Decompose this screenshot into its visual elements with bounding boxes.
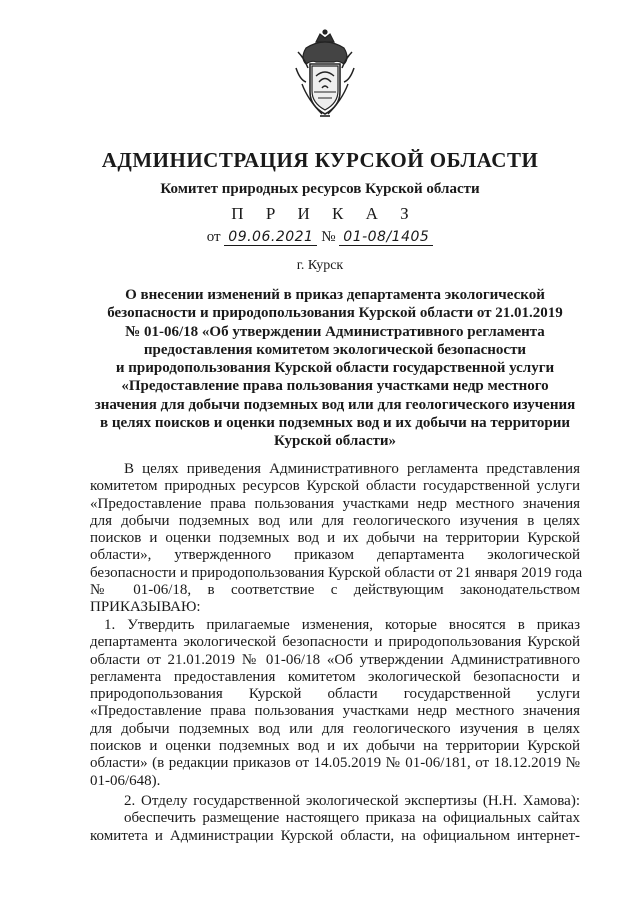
text-line: регламента предоставления комитетом экологической безопасности и [90,668,580,685]
text-line: 1. Утвердить прилагаемые изменения, которые вносятся в приказ [104,617,580,633]
text-line: департамента экологической безопасности и природопользования Курской [90,634,580,651]
title-line: в целях поисков и оценки подземных вод и их добычи на территории [99,415,571,432]
text-line: безопасности и природопользования Курской области от 21 января 2019 года [90,564,583,581]
item-1-paragraph [90,617,580,790]
text-line: поисков и оценки подземных вод и их добычи на территории Курской [90,738,580,755]
text-line: комитетом природных ресурсов Курской области государственной услуги [90,478,580,495]
city: г. Курск [296,258,344,273]
coat-of-arms-emblem [294,28,356,120]
text-line: для добычи подземных вод или для геологического изучения в целях [90,720,580,737]
text-line: В целях приведения Административного регламента представления [124,461,580,477]
number-prefix: № [321,229,336,245]
title-line: О внесении изменений в приказ департамента экологической [125,287,545,303]
number-value: 01-08/1405 [339,229,433,246]
text-line: комитета и Администрации Курской области, на официальном интернет- [90,827,580,844]
text-line: области от 21.01.2019 № 01-06/18 «Об утверждении Административного [90,651,580,668]
date-prefix: от [206,229,221,245]
title-line: Курской области» [273,433,397,450]
document-type: П Р И К А З [231,204,418,223]
text-line: 01-06/648). [90,772,161,789]
text-line: «Предоставление права пользования участками недр местного значения [90,703,580,720]
text-line: 2. Отделу государственной экологической экспертизы (Н.Н. Хамова): [124,793,580,809]
text-line: области» (в редакции приказов от 14.05.2019 № 01-06/181, от 18.12.2019 № [90,755,580,772]
text-line: № 01-06/18, в соответствие с действующим законодательством [90,582,580,599]
organization-title: АДМИНИСТРАЦИЯ КУРСКОЙ ОБЛАСТИ [101,148,539,172]
document-title [90,286,580,451]
text-line: для добычи подземных вод или для геологического изучения в целях [90,512,580,529]
date-value: 09.06.2021 [224,229,317,246]
title-line: предоставления комитетом экологической безопасности [143,341,527,358]
text-line: природопользования Курской области государственной услуги [90,686,580,703]
text-line: обеспечить размещение настоящего приказа на официальных сайтах [124,810,580,827]
text-line: «Предоставление права пользования участками недр местного значения [90,495,580,512]
order-keyword: ПРИКАЗЫВАЮ: [90,599,201,616]
title-line: «Предоставление права пользования участками недр местного [121,378,549,395]
preamble-paragraph [90,461,583,617]
committee-name: Комитет природных ресурсов Курской области [160,181,480,197]
item-2-paragraph [90,793,580,845]
date-number-line [0,229,640,246]
text-line: поисков и оценки подземных вод и их добычи на территории Курской [90,530,580,547]
title-line: № 01-06/18 «Об утверждении Административного регламента [125,323,545,340]
title-line: значения для добычи подземных вод или для геологического изучения [94,396,576,413]
text-line: области», утвержденного приказом департамента экологической [90,547,580,564]
title-line: и природопользования Курской области государственной услуги [115,360,555,377]
title-line: безопасности и природопользования Курской области от 21.01.2019 [107,305,563,322]
